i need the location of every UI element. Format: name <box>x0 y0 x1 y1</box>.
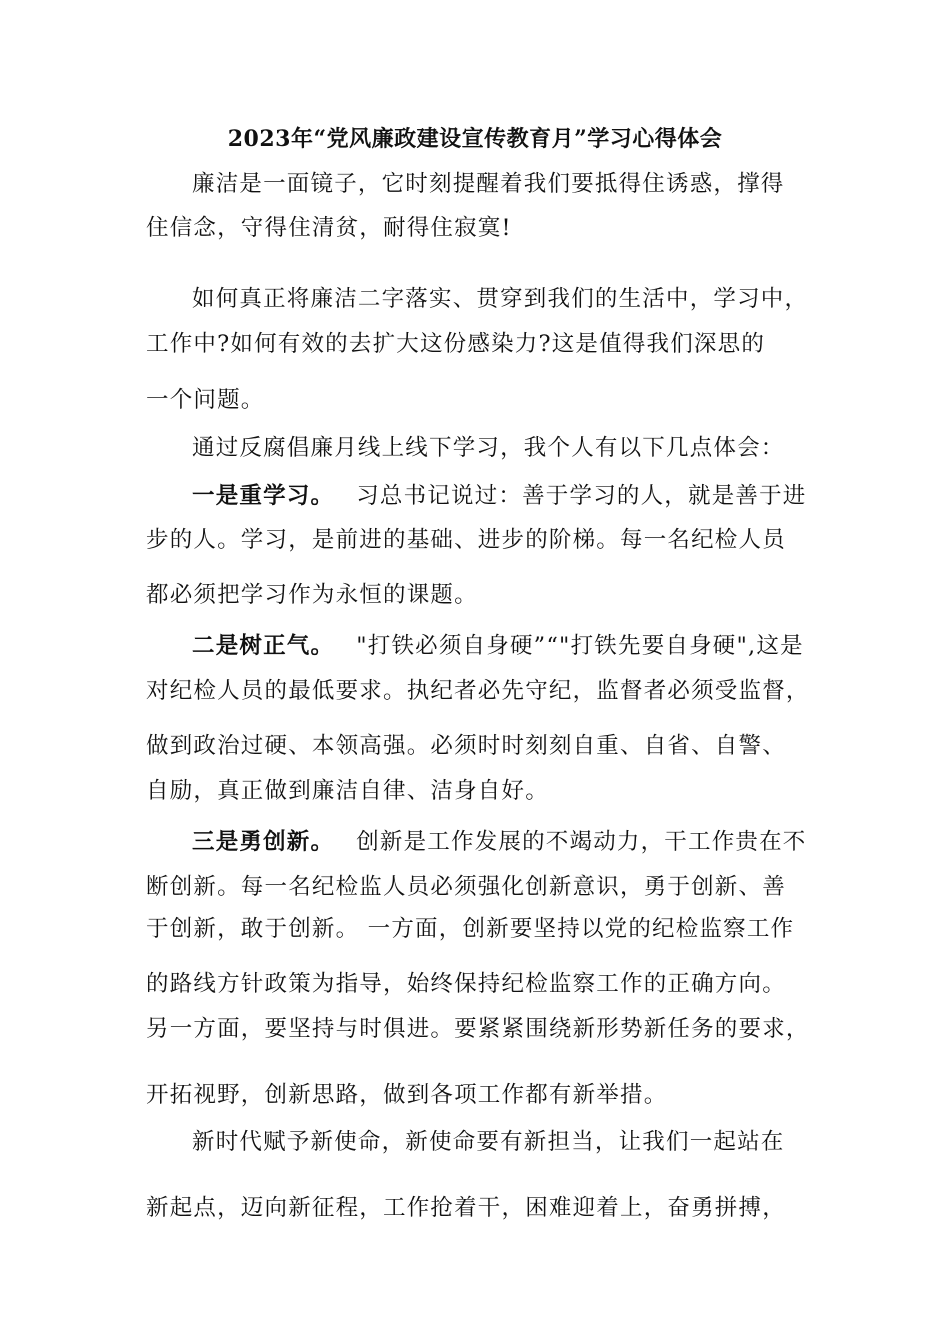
paragraph-line: 另一方面，要坚持与时俱进。要紧紧围绕新形势新任务的要求， <box>146 1016 810 1042</box>
paragraph-line: 通过反腐倡廉月线上线下学习，我个人有以下几点体会： <box>192 435 785 461</box>
paragraph-line: 都必须把学习作为永恒的课题。 <box>146 582 478 608</box>
paragraph-line: 住信念，守得住清贫，耐得住寂寞! <box>146 215 512 241</box>
paragraph-line: 一个问题。 <box>146 387 265 413</box>
point-text: "打铁必须自身硬”“"打铁先要自身硬",这是 <box>356 633 804 659</box>
paragraph-line: 自励，真正做到廉洁自律、洁身自好。 <box>146 778 549 804</box>
point-text: 创新是工作发展的不竭动力，干工作贵在不 <box>356 829 807 855</box>
document-title: 2023年“党风廉政建设宣传教育月”学习心得体会 <box>227 126 723 152</box>
paragraph-line: 对纪检人员的最低要求。执纪者必先守纪，监督者必须受监督， <box>146 678 810 704</box>
point-heading: 一是重学习。 <box>192 483 335 509</box>
paragraph-line: 廉洁是一面镜子，它时刻提醒着我们要抵得住诱惑，撑得 <box>192 171 785 197</box>
paragraph-line: 新时代赋予新使命，新使命要有新担当，让我们一起站在 <box>192 1129 785 1155</box>
point-text: 习总书记说过：善于学习的人，就是善于进 <box>356 483 807 509</box>
paragraph-line: 新起点，迈向新征程，工作抢着干，困难迎着上，奋勇拼搏， <box>146 1195 786 1221</box>
paragraph-line <box>192 826 807 858</box>
paragraph-line: 做到政治过硬、本领高强。必须时时刻刻自重、自省、自警、 <box>146 733 786 759</box>
paragraph-line: 断创新。每一名纪检监人员必须强化创新意识，勇于创新、善 <box>146 874 786 900</box>
paragraph-line <box>192 480 807 512</box>
paragraph-line: 工作中?如何有效的去扩大这份感染力?这是值得我们深思的 <box>146 331 766 357</box>
point-heading: 三是勇创新。 <box>192 829 335 855</box>
paragraph-line: 于创新，敢于创新。 一方面，创新要坚持以党的纪检监察工作 <box>146 916 795 942</box>
paragraph-line: 开拓视野，创新思路，做到各项工作都有新举措。 <box>146 1082 668 1108</box>
paragraph-line <box>192 630 804 662</box>
paragraph-line: 如何真正将廉洁二字落实、贯穿到我们的生活中，学习中， <box>192 286 809 312</box>
paragraph-line: 步的人。学习，是前进的基础、进步的阶梯。每一名纪检人员 <box>146 527 786 553</box>
point-heading: 二是树正气。 <box>192 633 335 659</box>
paragraph-line: 的路线方针政策为指导，始终保持纪检监察工作的正确方向。 <box>146 971 786 997</box>
